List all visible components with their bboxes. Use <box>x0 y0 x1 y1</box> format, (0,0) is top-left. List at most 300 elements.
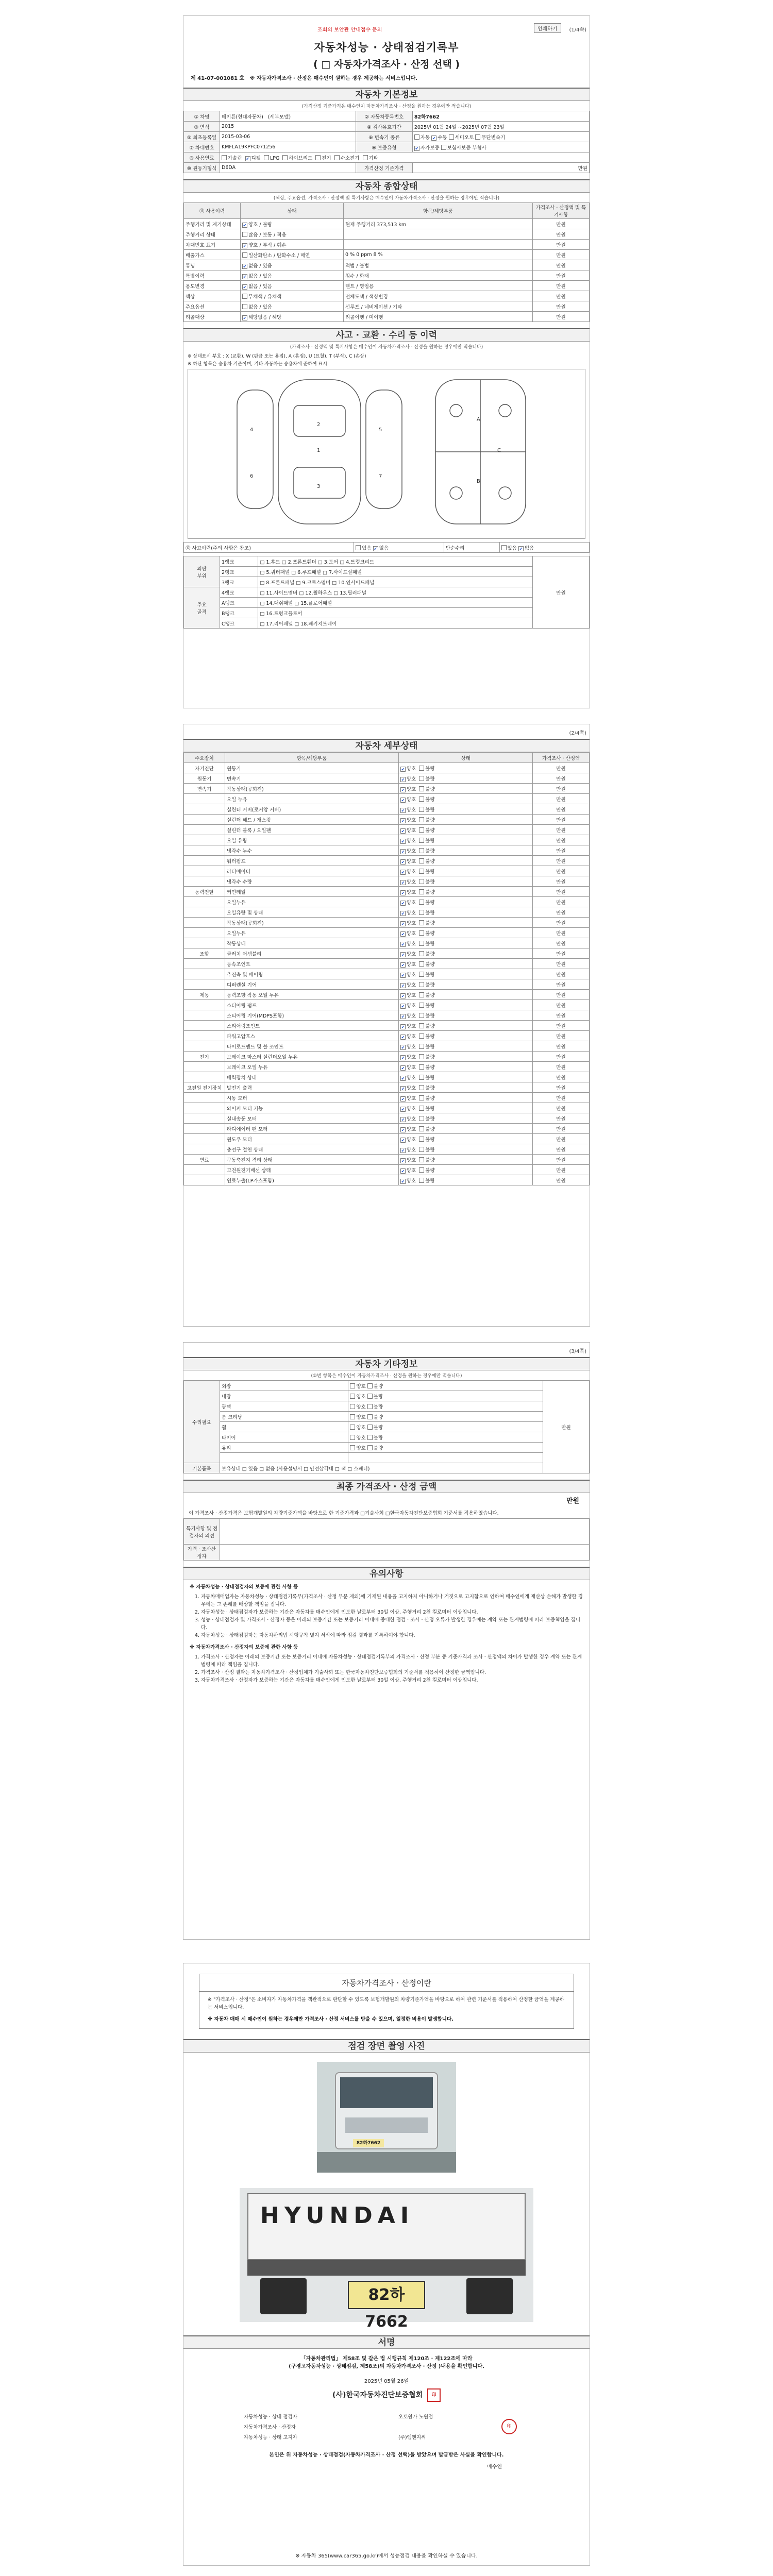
svg-text:5: 5 <box>379 427 382 433</box>
svg-text:1: 1 <box>317 448 321 453</box>
detail-group: 자기진단 <box>184 763 225 773</box>
svg-text:3: 3 <box>317 484 321 489</box>
grade-row: C랭크 <box>220 618 258 629</box>
final-text: 이 가격조사 · 산정가격은 보험개발원의 차량기준가액을 바탕으로 한 기준가격과 □기술사회 □한국자동차진단보증협회 기준서를 적용하였습니다. <box>189 1511 499 1516</box>
transmission-options: 자동 ✔ 수동 세미오토 무단변속기 <box>412 132 589 142</box>
overall-row-label: 차대번호 표기 <box>184 240 241 250</box>
detail-state: ✔ 양호 불량 <box>399 794 533 804</box>
svg-text:B: B <box>477 479 480 484</box>
other-note: (①번 항목은 매수인이 자동차가격조사 · 산정을 원하는 경우에만 적습니다) <box>311 1374 462 1379</box>
detail-state: ✔ 양호 불량 <box>399 1062 533 1072</box>
detail-group <box>184 918 225 928</box>
detail-group: 원동기 <box>184 773 225 784</box>
detail-price: 만원 <box>533 784 590 794</box>
detail-group <box>184 1134 225 1144</box>
detail-group <box>184 1144 225 1155</box>
overall-table <box>183 202 590 322</box>
sign-receiver: 매수인 <box>487 2464 502 2470</box>
detail-group: 전기 <box>184 1052 225 1062</box>
other-row: 광택 <box>220 1401 348 1412</box>
other-row: 외장 <box>220 1381 348 1391</box>
grade-row: B랭크 <box>220 608 258 618</box>
overall-row-price: 만원 <box>533 229 590 240</box>
svg-text:C: C <box>497 448 501 453</box>
detail-state: ✔ 양호 불량 <box>399 907 533 918</box>
detail-group <box>184 1113 225 1124</box>
other-title: 자동차 기타정보 <box>183 1357 590 1370</box>
overall-row-price: 만원 <box>533 219 590 229</box>
detail-item: 실린더 블록 / 오일팬 <box>225 825 399 835</box>
notes-title: 유의사항 <box>183 1567 590 1580</box>
overall-note: (색상, 주요옵션, 가격조사 · 산정액 및 특기사항은 매수인이 자동차가격조사 · 산정을 원하는 경우에만 적습니다) <box>273 196 500 201</box>
detail-col-d: 가격조사 · 산정액 <box>533 753 590 763</box>
detail-price: 만원 <box>533 1000 590 1010</box>
detail-col-b: 항목/해당부품 <box>225 753 399 763</box>
detail-group: 연료 <box>184 1155 225 1165</box>
grade-parts: □ 16.트렁크플로어 <box>258 608 533 618</box>
sign-role: 자동차성능 · 상태 점검자 <box>244 2414 297 2420</box>
sign-company <box>183 2388 590 2402</box>
grade-row: 4랭크 <box>220 587 258 598</box>
detail-price: 만원 <box>533 1134 590 1144</box>
svg-text:7: 7 <box>379 473 382 479</box>
detail-price: 만원 <box>533 1155 590 1165</box>
detail-group <box>184 938 225 948</box>
grade-row: A랭크 <box>220 598 258 608</box>
base-price: 만원 <box>412 163 589 173</box>
engine-type: D6DA <box>220 163 356 173</box>
detail-state: ✔ 양호 불량 <box>399 866 533 876</box>
detail-group <box>184 845 225 856</box>
detail-price: 만원 <box>533 763 590 773</box>
notes-body <box>183 1580 590 1689</box>
detail-price: 만원 <box>533 1082 590 1093</box>
detail-group: 동력전달 <box>184 887 225 897</box>
detail-group <box>184 835 225 845</box>
overall-title: 자동차 종합상태 <box>183 179 590 193</box>
detail-item: 스티어링조인트 <box>225 1021 399 1031</box>
detail-state: ✔ 양호 불량 <box>399 1165 533 1175</box>
overall-row-state: ✔ 없음 / 있음 <box>241 281 344 291</box>
label-engine: ⑩ 원동기형식 <box>184 163 220 173</box>
doc-subtitle: ( □ 자동차가격조사 · 산정 선택 ) <box>313 59 460 70</box>
grade-row: 1랭크 <box>220 556 258 567</box>
detail-price: 만원 <box>533 794 590 804</box>
detail-item: 클러치 어셈블리 <box>225 948 399 959</box>
detail-group <box>184 1062 225 1072</box>
grade-parts: □ 17.리어패널 □ 18.패키지트레이 <box>258 618 533 629</box>
photos-title: 점검 장면 촬영 사진 <box>183 2039 590 2053</box>
detail-group <box>184 794 225 804</box>
grade-row: 3랭크 <box>220 577 258 587</box>
detail-item: 오일 유량 <box>225 835 399 845</box>
other-row: 내장 <box>220 1391 348 1401</box>
detail-group <box>184 825 225 835</box>
page-count: (1/4쪽) <box>569 27 586 33</box>
overall-row-state: 없음 / 있음 <box>241 301 344 312</box>
grade-parts: □ 1.후드 □ 2.프론트휀더 □ 3.도어 □ 4.트렁크리드 <box>258 556 533 567</box>
detail-group <box>184 804 225 815</box>
detail-state: ✔ 양호 불량 <box>399 1134 533 1144</box>
detail-price: 만원 <box>533 1113 590 1124</box>
detail-state: ✔ 양호 불량 <box>399 856 533 866</box>
simple-repair-opts: 있음 ✔없음 <box>499 543 589 553</box>
overall-row-item <box>344 229 533 240</box>
rear-plate: 82하7662 <box>348 2281 425 2309</box>
detail-group: 변속기 <box>184 784 225 794</box>
detail-item: 스티어링 펌프 <box>225 1000 399 1010</box>
overall-row-price: 만원 <box>533 240 590 250</box>
detail-state: ✔ 양호 불량 <box>399 1010 533 1021</box>
detail-group: 고전원 전기장치 <box>184 1082 225 1093</box>
detail-item: 타이로드엔드 및 볼 조인트 <box>225 1041 399 1052</box>
detail-item: 윈도우 모터 <box>225 1134 399 1144</box>
overall-row-price: 만원 <box>533 260 590 270</box>
other-row: 룸 크리닝 <box>220 1412 348 1422</box>
fuel-options: 가솔린 ✔ 디젤 LPG 하이브리드 전기 수소전기 기타 <box>220 152 590 163</box>
detail-group <box>184 856 225 866</box>
overall-row-item: 적법 / 불법 <box>344 260 533 270</box>
detail-group <box>184 1165 225 1175</box>
guide-text-1: ※ "가격조사 · 산정"은 소비자가 자동차가격을 객관적으로 판단할 수 있도록 보험개발원의 차량기준가액을 바탕으로 하여 관련 기준서를 적용하여 산정한 금액을 제공하는 서비스입니다. <box>208 1997 564 2010</box>
guide-title: 자동차가격조사 · 산정이란 <box>199 1974 574 1992</box>
col-history: ⑪ 사용이력 <box>184 203 241 219</box>
other-state: 양호 불량 <box>348 1422 543 1432</box>
detail-item: 오일누유 <box>225 928 399 938</box>
security-notice-link[interactable]: 조회의 보안관 안내접수 문의 <box>317 27 382 33</box>
detail-group <box>184 1093 225 1103</box>
notes-item: 4. 자동차성능 · 상태점검자는 자동차관리법 시행규칙 별지 서식에 따라 점검 결과를 기록하여야 합니다. <box>201 1632 583 1639</box>
detail-state: ✔ 양호 불량 <box>399 979 533 990</box>
detail-state: ✔ 양호 불량 <box>399 1052 533 1062</box>
car-model: (세부모델) <box>267 114 291 120</box>
overall-row-state: ✔ 없음 / 있음 <box>241 260 344 270</box>
overall-row-price: 만원 <box>533 250 590 260</box>
detail-state: ✔ 양호 불량 <box>399 959 533 969</box>
other-state: 양호 불량 <box>348 1412 543 1422</box>
other-state: 양호 불량 <box>348 1381 543 1391</box>
detail-price: 만원 <box>533 1165 590 1175</box>
detail-item: 냉각수 누수 <box>225 845 399 856</box>
sign-value: 오토원카 노원점 <box>398 2414 433 2420</box>
detail-item: 충전구 절연 상태 <box>225 1144 399 1155</box>
sign-title: 서명 <box>183 2335 590 2349</box>
detail-state: ✔ 양호 불량 <box>399 948 533 959</box>
detail-state: ✔ 양호 불량 <box>399 1000 533 1010</box>
detail-item: 커먼레일 <box>225 887 399 897</box>
detail-item: 실린더 헤드 / 개스킷 <box>225 815 399 825</box>
detail-item: 냉각수 수량 <box>225 876 399 887</box>
detail-state: ✔ 양호 불량 <box>399 1093 533 1103</box>
svg-text:4: 4 <box>250 427 254 433</box>
label-year: ③ 연식 <box>184 122 220 132</box>
front-plate: 82하7662 <box>353 2139 384 2147</box>
detail-price: 만원 <box>533 773 590 784</box>
overall-row-label: 특별이력 <box>184 270 241 281</box>
detail-price: 만원 <box>533 918 590 928</box>
warranty-options: ✔ 자가보증 보험사보증 부협사 <box>412 142 589 152</box>
detail-state: ✔ 양호 불량 <box>399 938 533 948</box>
detail-group <box>184 1000 225 1010</box>
page-count-2: (2/4쪽) <box>569 731 586 736</box>
detail-group <box>184 1041 225 1052</box>
sign-table <box>242 2411 531 2442</box>
accident-opts: 있음 ✔없음 <box>354 543 444 553</box>
detail-item: 스티어링 기어(MDPS포함) <box>225 1010 399 1021</box>
detail-item: 브레이크 오일 누유 <box>225 1062 399 1072</box>
detail-group <box>184 959 225 969</box>
detail-price: 만원 <box>533 856 590 866</box>
overall-row-item: 침수 / 화재 <box>344 270 533 281</box>
basic-info-table <box>183 111 590 173</box>
other-row <box>220 1453 348 1463</box>
detail-price: 만원 <box>533 1144 590 1155</box>
detail-item: 오일 누유 <box>225 794 399 804</box>
detail-title: 자동차 세부상태 <box>183 739 590 752</box>
detail-state: ✔ 양호 불량 <box>399 887 533 897</box>
detail-item: 와이퍼 모터 기능 <box>225 1103 399 1113</box>
final-opinion <box>220 1519 590 1545</box>
overall-row-price: 만원 <box>533 312 590 322</box>
detail-price: 만원 <box>533 1072 590 1082</box>
detail-state: ✔ 양호 불량 <box>399 1175 533 1185</box>
car-outline-svg <box>188 369 586 538</box>
detail-state: ✔ 양호 불량 <box>399 1113 533 1124</box>
grade-parts: □ 14.대쉬패널 □ 15.플로어패널 <box>258 598 533 608</box>
detail-item: 작동상태(공회전) <box>225 784 399 794</box>
notes-sub1: ※ 자동차성능 · 상태점검자의 보증에 관한 사항 등 <box>190 1584 298 1590</box>
notes-item: 1. 자동차매매업자는 자동차성능 · 상태점검기록부(가격조사 · 산정 부분 제외)에 기재된 내용을 고지하지 아니하거나 거짓으로 고지함으로 인하여 매수인에게 재산상 손해가 발생한 경우에는 그 손해를 배상할 책임을 집니다. <box>201 1593 583 1608</box>
label-trans: ⑥ 변속기 종류 <box>356 132 412 142</box>
sign-law-2: (구경고자동차성능 · 상태점검, 제58조)의 자동차가격조사 · 산정 )내용을 확인합니다. <box>289 2364 484 2369</box>
detail-item: 오일누유 <box>225 897 399 907</box>
overall-row-label: 주요옵션 <box>184 301 241 312</box>
detail-item: 추진축 및 베어링 <box>225 969 399 979</box>
overall-row-label: 튜닝 <box>184 260 241 270</box>
page-1 <box>183 15 590 708</box>
doc-warning: ※ 자동차가격조사 · 산정은 매수인이 원하는 경우 제공하는 서비스입니다. <box>249 76 417 81</box>
damage-legend: ※ 상태표시 부호 : X (교환), W (판금 또는 용접), A (흠집), U (요철), T (부식), C (손상) <box>188 354 366 359</box>
overall-row-label: 주행거리 및 계기상태 <box>184 219 241 229</box>
other-repair-label: 수리필요 <box>184 1381 220 1463</box>
overall-row-state: 많음 / 보통 / 적음 <box>241 229 344 240</box>
damage-legend-2: ※ 하단 항목은 승용차 기준이며, 기타 자동차는 승용차에 준하여 표시 <box>188 362 327 367</box>
detail-state: ✔ 양호 불량 <box>399 918 533 928</box>
guide-text-2: ※ 자동차 매매 시 매수인이 원하는 경우에만 가격조사 · 산정 서비스를 받을 수 있으며, 일정한 비용이 발생합니다. <box>208 2016 453 2022</box>
notes-item: 3. 자동차가격조사 · 산정자가 보증하는 기간은 자동차를 매수인에게 인도한 날로부터 30일 이상, 주행거리 2천 킬로미터 이상입니다. <box>201 1676 583 1684</box>
detail-item: 워터펌프 <box>225 856 399 866</box>
detail-group <box>184 969 225 979</box>
overall-row-state: 일산화탄소 / 탄화수소 / 매연 <box>241 250 344 260</box>
detail-item: 연료누출(LP가스포함) <box>225 1175 399 1185</box>
detail-state: ✔ 양호 불량 <box>399 763 533 773</box>
simple-repair-label: 단순수리 <box>444 543 499 553</box>
overall-row-item <box>344 240 533 250</box>
detail-price: 만원 <box>533 1062 590 1072</box>
sign-value: (주)엠엔지씨 <box>398 2435 426 2441</box>
detail-state: ✔ 양호 불량 <box>399 1041 533 1052</box>
label-regdate: ⑤ 최초등록일 <box>184 132 220 142</box>
overall-row-state: ✔ 양호 / 불량 <box>241 219 344 229</box>
detail-group: 제동 <box>184 990 225 1000</box>
damage-title: 사고 · 교환 · 수리 등 이력 <box>183 328 590 342</box>
car-name: 메이튼(현대자동차) <box>222 114 263 120</box>
detail-group <box>184 907 225 918</box>
detail-price: 만원 <box>533 887 590 897</box>
detail-state: ✔ 양호 불량 <box>399 1082 533 1093</box>
detail-group <box>184 815 225 825</box>
detail-price: 만원 <box>533 990 590 1000</box>
final-appraiser-label: 가격 · 조사산정자 <box>184 1545 220 1561</box>
detail-state: ✔ 양호 불량 <box>399 1021 533 1031</box>
car-diagram <box>188 369 585 539</box>
overall-row-item: 현재 주행거리 373,513 km <box>344 219 533 229</box>
detail-price: 만원 <box>533 1041 590 1052</box>
detail-state: ✔ 양호 불량 <box>399 897 533 907</box>
label-base-price: 가격산정 기준가격 <box>356 163 412 173</box>
detail-state: ✔ 양호 불량 <box>399 928 533 938</box>
detail-price: 만원 <box>533 1124 590 1134</box>
overall-row-item: 선루프 / 네비게이션 / 기타 <box>344 301 533 312</box>
detail-price: 만원 <box>533 1103 590 1113</box>
final-opinion-label: 특기사항 및 점검자의 의견 <box>184 1519 220 1545</box>
notes-item: 2. 자동차성능 · 상태점검자가 보증하는 기간은 자동차를 매수인에게 인도한 날로부터 30일 이상, 주행거리 2천 킬로미터 이상입니다. <box>201 1608 583 1616</box>
detail-item: 실린더 커버(로커암 커버) <box>225 804 399 815</box>
overall-row-item: 전체도색 / 색상변경 <box>344 291 533 301</box>
detail-item: 시동 모터 <box>225 1093 399 1103</box>
detail-state: ✔ 양호 불량 <box>399 773 533 784</box>
detail-state: ✔ 양호 불량 <box>399 1155 533 1165</box>
detail-state: ✔ 양호 불량 <box>399 1124 533 1134</box>
detail-item: 등속조인트 <box>225 959 399 969</box>
detail-state: ✔ 양호 불량 <box>399 815 533 825</box>
notes-item: 3. 성능 · 상태점검자 및 가격조사 · 산정자 등은 아래의 보증기간 또는 보증거리 이내에 중대한 점검 · 조사 · 산정 오류가 발생한 경우에는 계약 또는 관계법령에 따라 보증책임을 집니다. <box>201 1616 583 1632</box>
overall-row-price: 만원 <box>533 270 590 281</box>
notes-item: 1. 가격조사 · 산정자는 아래의 보증기간 또는 보증거리 이내에 자동차성능 · 상태점검기록부의 가격조사 · 산정 부분 중 기준가격과 조사 · 산정액의 차이가 발생한 경우 계약 또는 관계법령에 따라 책임을 집니다. <box>201 1653 583 1669</box>
final-appraiser <box>220 1545 590 1561</box>
accident-label: ⑫ 사고이력(주의 사항은 참조) <box>184 543 354 553</box>
detail-price: 만원 <box>533 928 590 938</box>
other-state: 양호 불량 <box>348 1401 543 1412</box>
detail-price: 만원 <box>533 938 590 948</box>
label-name: ① 차명 <box>184 111 220 122</box>
detail-price: 만원 <box>533 1010 590 1021</box>
detail-group <box>184 1103 225 1113</box>
detail-state: ✔ 양호 불량 <box>399 1103 533 1113</box>
other-state: 양호 불량 <box>348 1391 543 1401</box>
plate-number: 82하7662 <box>412 111 589 122</box>
guide-box <box>199 1974 574 2029</box>
sign-company-name: (사)한국자동차진단보증협회 <box>332 2391 423 2399</box>
reg-date: 2015-03-06 <box>220 132 356 142</box>
final-unit: 만원 <box>566 1497 579 1505</box>
grade-parts: □ 11.사이드멤버 □ 12.휠하우스 □ 13.필러패널 <box>258 587 533 598</box>
overall-row-label: 색상 <box>184 291 241 301</box>
inspector-seal-icon: 印 <box>501 2419 517 2434</box>
detail-item: 원동기 <box>225 763 399 773</box>
detail-group <box>184 928 225 938</box>
photo-front <box>317 2062 456 2173</box>
detail-group <box>184 1072 225 1082</box>
detail-item: 작동상태(공회전) <box>225 918 399 928</box>
detail-price: 만원 <box>533 815 590 825</box>
detail-item: 변속기 <box>225 773 399 784</box>
overall-row-label: 주행거리 상태 <box>184 229 241 240</box>
detail-group <box>184 866 225 876</box>
detail-group <box>184 876 225 887</box>
inspection-period: 2025년 01월 24일 ~2025년 07월 23일 <box>412 122 589 132</box>
other-basic-items: 보유상태 □ 있음 □ 없음 (사용설명서 □ 안전삼각대 □ 잭 □ 스패너) <box>220 1463 543 1473</box>
grade-price: 만원 <box>533 556 590 629</box>
detail-state: ✔ 양호 불량 <box>399 1144 533 1155</box>
detail-price: 만원 <box>533 804 590 815</box>
sign-law: 「자동차관리법」 제58조 및 같은 법 시행규칙 제120조 · 제122조에 따라 <box>300 2356 473 2362</box>
detail-group <box>184 1124 225 1134</box>
detail-item: 오일유량 및 상태 <box>225 907 399 918</box>
detail-price: 만원 <box>533 897 590 907</box>
final-table <box>183 1518 590 1561</box>
notes-sub2: ※ 자동차가격조사 · 산정자의 보증에 관한 사항 등 <box>190 1645 298 1650</box>
grade-parts: □ 5.쿼터패널 □ 6.루프패널 □ 7.사이드실패널 <box>258 567 533 577</box>
overall-row-price: 만원 <box>533 291 590 301</box>
doc-number: 제 41-07-001081 호 <box>191 76 245 81</box>
detail-state: ✔ 양호 불량 <box>399 1072 533 1082</box>
detail-group <box>184 897 225 907</box>
page-4 <box>183 1963 590 2566</box>
vin: KMFLA19KPFC071256 <box>220 142 356 152</box>
detail-item: 동력조향 작동 오일 누유 <box>225 990 399 1000</box>
other-row: 유리 <box>220 1443 348 1453</box>
page-2 <box>183 724 590 1327</box>
detail-state: ✔ 양호 불량 <box>399 804 533 815</box>
company-seal-icon: 印 <box>427 2388 441 2402</box>
final-title: 최종 가격조사 · 산정 금액 <box>183 1480 590 1493</box>
detail-price: 만원 <box>533 1093 590 1103</box>
detail-item: 브레이크 마스터 실린더오일 누유 <box>225 1052 399 1062</box>
col-state: 상태 <box>241 203 344 219</box>
rear-brand: HYUNDAI <box>260 2202 414 2229</box>
detail-state: ✔ 양호 불량 <box>399 835 533 845</box>
other-state: 양호 불량 <box>348 1443 543 1453</box>
other-row: 휠 <box>220 1422 348 1432</box>
overall-row-state: ✔ 없음 / 있음 <box>241 270 344 281</box>
detail-group <box>184 1010 225 1021</box>
detail-col-c: 상태 <box>399 753 533 763</box>
detail-item: 파워고압호스 <box>225 1031 399 1041</box>
detail-state: ✔ 양호 불량 <box>399 876 533 887</box>
svg-text:A: A <box>477 417 480 422</box>
detail-price: 만원 <box>533 835 590 845</box>
accident-summary <box>183 542 590 553</box>
detail-item: 라디에이터 팬 모터 <box>225 1124 399 1134</box>
label-plate: ② 자동차등록번호 <box>356 111 412 122</box>
page-count-3: (3/4쪽) <box>569 1349 586 1354</box>
detail-item: 디퍼렌셜 기어 <box>225 979 399 990</box>
overall-row-item: 렌트 / 영업용 <box>344 281 533 291</box>
other-table <box>183 1380 590 1473</box>
sign-footer: ※ 자동차 365(www.car365.go.kr)에서 성능점검 내용을 확인하실 수 있습니다. <box>295 2553 478 2559</box>
detail-price: 만원 <box>533 1021 590 1031</box>
doc-title: 자동차성능 · 상태점검기록부 <box>314 41 459 54</box>
detail-item: 라디에이터 <box>225 866 399 876</box>
detail-state: ✔ 양호 불량 <box>399 825 533 835</box>
print-button[interactable]: 인쇄하기 <box>534 23 561 33</box>
sign-role: 자동차성능 · 상태 고지자 <box>244 2435 297 2441</box>
col-price: 가격조사 · 산정액 및 특기사항 <box>533 203 590 219</box>
detail-state: ✔ 양호 불량 <box>399 784 533 794</box>
detail-table <box>183 752 590 1185</box>
detail-item: 배력장치 상태 <box>225 1072 399 1082</box>
